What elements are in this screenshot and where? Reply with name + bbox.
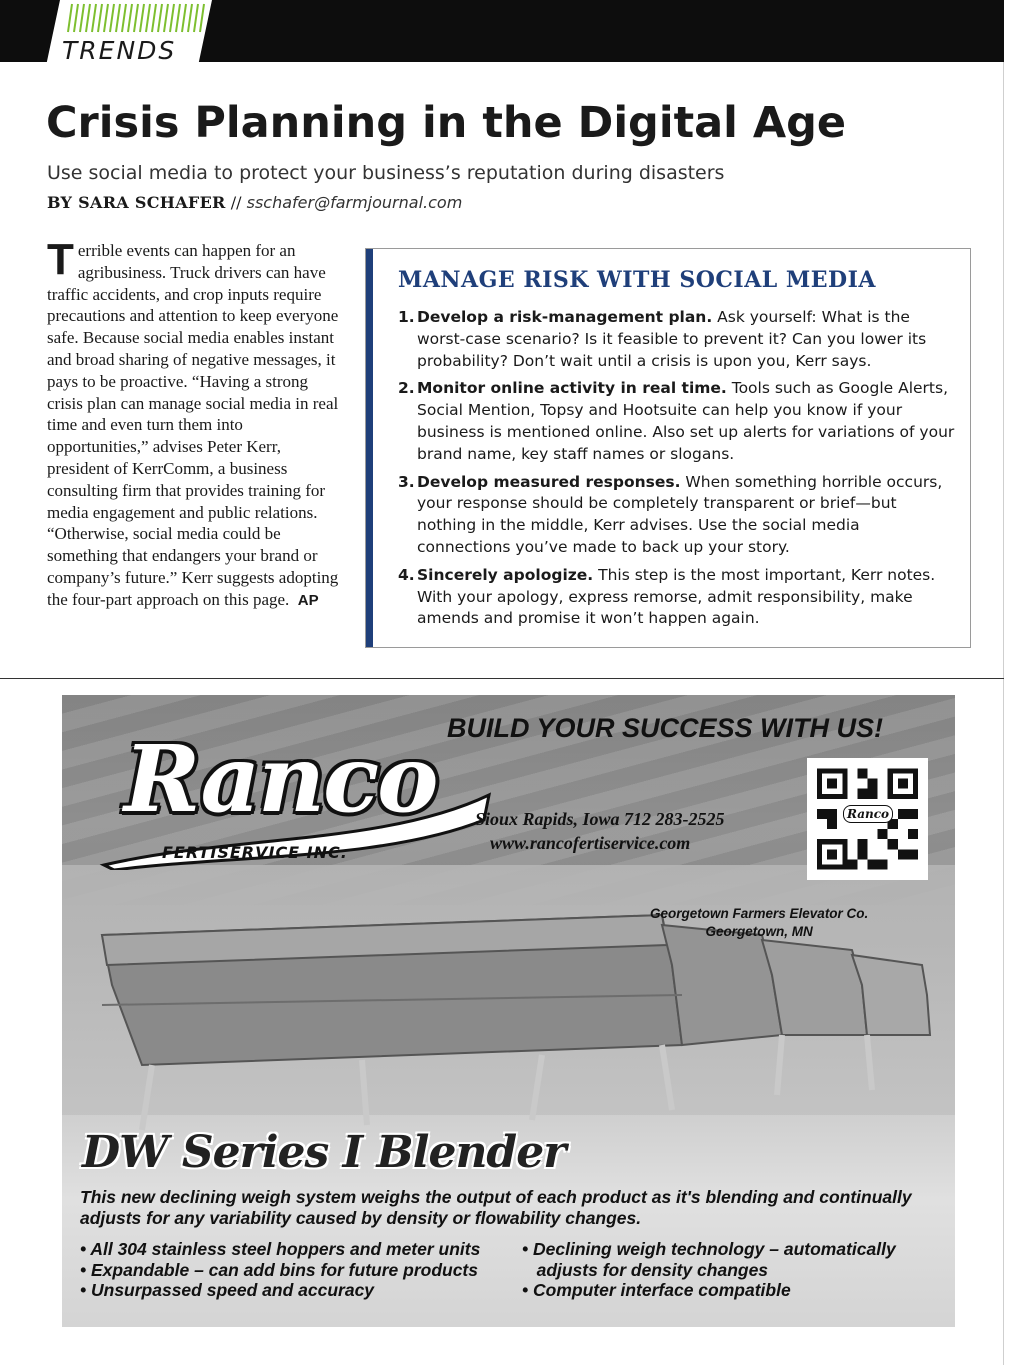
logo-wordmark: Ranco: [124, 725, 437, 833]
product-name: DW Series I Blender: [82, 1127, 566, 1178]
feature-list-left: [80, 1239, 520, 1301]
item-text: Ask yourself: What is the worst-case scenario? Is it feasible to prevent it? Can you lower its probability? Don’t wait until a crisis is upon you, Kerr says.: [417, 308, 927, 370]
advertisement[interactable]: [62, 695, 955, 1327]
byline-author: BY SARA SCHAFER: [47, 193, 226, 212]
feature-item: • Computer interface compatible: [522, 1280, 791, 1300]
article-deck: Use social media to protect your business’s reputation during disasters: [47, 162, 725, 184]
ranco-logo: [84, 725, 494, 870]
sidebar-item: [398, 472, 958, 559]
sidebar-item: [398, 307, 958, 372]
sidebar-title: MANAGE RISK WITH SOCIAL MEDIA: [398, 267, 876, 293]
qr-code[interactable]: [807, 758, 928, 880]
ad-website-link[interactable]: www.rancofertiservice.com: [490, 833, 691, 853]
item-text: Tools such as Google Alerts, Social Mention, Topsy and Hootsuite can help you know if your business is mentioned online. Also set up alerts for variations of your brand name, key staff names or slogans.: [417, 379, 955, 463]
sidebar-list: [398, 307, 958, 636]
byline: [47, 193, 462, 212]
dealer-location: Georgetown, MN: [705, 924, 813, 939]
body-paragraph: [47, 235, 339, 612]
feature-item: adjusts for density changes: [522, 1259, 769, 1280]
byline-separator: //: [225, 193, 247, 212]
feature-item: • All 304 stainless steel hoppers and meter units: [80, 1239, 481, 1259]
product-description: This new declining weigh system weighs the output of each product as it's blending and continually adjusts for any variability caused by density or flowability changes.: [80, 1187, 912, 1228]
sidebar-item: [398, 565, 958, 630]
drop-cap: T: [47, 235, 74, 284]
body-text: errible events can happen for an agribusiness. Truck drivers can have traffic accidents, and crop inputs require precautions and attention to keep everyone safe. Because social media enables instant and broad sharing of negative messages, it pays to be proactive. “Having a strong crisis plan can manage social media in real time and even turn them into opportunities,” advises Peter Kerr, president of KerrComm, a business consulting firm that provides training for media engagement and public relations. “Otherwise, social media could be something that endangers your brand or company’s future.” Kerr suggests adopting the four-part approach on this page.: [47, 241, 339, 609]
sidebar-box: [365, 248, 971, 648]
item-lead: Develop a risk-management plan.: [417, 308, 713, 326]
item-text: This step is the most important, Kerr notes. With your apology, express remorse, admit responsibility, make amends and promise it won’t happen again.: [417, 565, 936, 628]
dealer-name: Georgetown Farmers Elevator Co.: [650, 906, 869, 921]
logo-subtitle: FERTISERVICE INC.: [162, 843, 348, 862]
item-lead: Develop measured responses.: [417, 472, 681, 491]
sidebar-item: [398, 378, 958, 465]
author-signoff: AP: [297, 591, 319, 609]
item-lead: Sincerely apologize.: [417, 565, 594, 584]
item-number: 3.: [398, 472, 415, 491]
item-number: 2.: [398, 379, 415, 398]
section-divider: [0, 678, 1004, 679]
item-lead: Monitor online activity in real time.: [417, 379, 727, 398]
feature-item: • Declining weigh technology – automatically: [522, 1239, 896, 1259]
feature-list-right: [522, 1239, 942, 1301]
author-email-link[interactable]: sschafer@farmjournal.com: [246, 193, 463, 212]
item-text: When something horrible occurs, your response should be completely transparent or brief—but nothing in the middle, Kerr advises. Use the social media connections you’ve made to back up your story.: [417, 472, 943, 556]
sidebar-accent-bar: [366, 249, 373, 647]
ad-contact: Sioux Rapids, Iowa 712 283-2525: [475, 809, 725, 829]
article-body: [47, 235, 339, 612]
section-label: TRENDS: [62, 36, 177, 65]
qr-logo-tag: Ranco: [843, 805, 893, 823]
article-title: Crisis Planning in the Digital Age: [46, 98, 847, 148]
ad-headline: BUILD YOUR SUCCESS WITH US!: [447, 713, 884, 743]
page-edge-rule: [1003, 62, 1004, 1365]
ad-dealer: [650, 905, 868, 941]
item-number: 1.: [398, 308, 415, 326]
feature-item: • Unsurpassed speed and accuracy: [80, 1280, 375, 1300]
item-number: 4.: [398, 565, 415, 584]
feature-item: • Expandable – can add bins for future products: [80, 1259, 478, 1280]
